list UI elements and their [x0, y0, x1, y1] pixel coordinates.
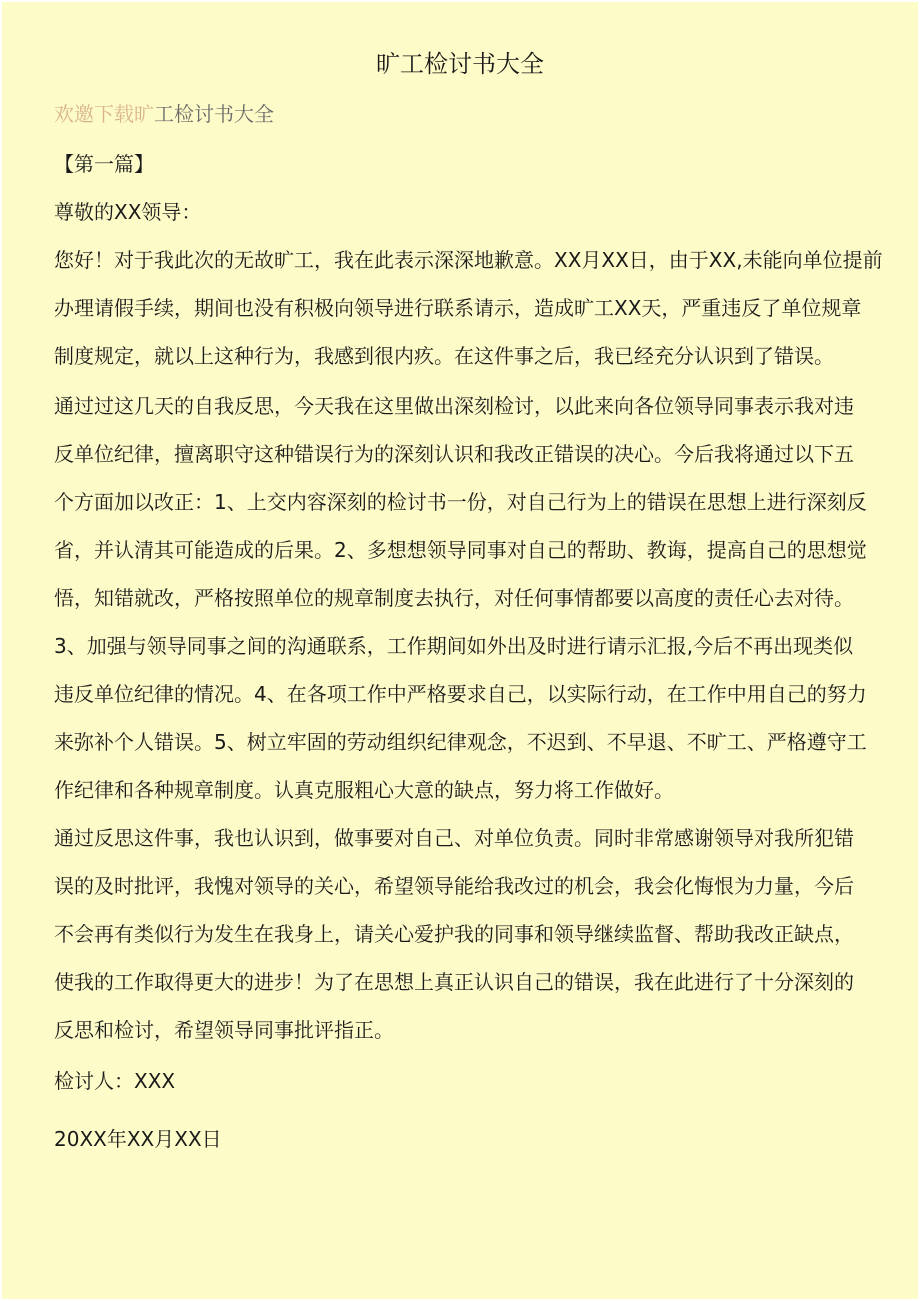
paragraph-line: 3、加强与领导同事之间的沟通联系，工作期间如外出及时进行请示汇报,今后不再出现类似 [54, 634, 854, 658]
paragraph-line: 悟，知错就改，严格按照单位的规章制度去执行，对任何事情都要以高度的责任心去对待。 [54, 586, 854, 610]
paragraph-line: 通过过这几天的自我反思，今天我在这里做出深刻检讨，以此来向各位领导同事表示我对违 [54, 394, 854, 418]
paragraph-2 [54, 382, 874, 814]
paragraph-line: 个方面加以改正：1、上交内容深刻的检讨书一份，对自己行为上的错误在思想上进行深刻反 [54, 490, 867, 514]
paragraph-line: 反单位纪律，擅离职守这种错误行为的深刻认识和我改正错误的决心。今后我将通过以下五 [54, 442, 854, 466]
paragraph-line: 反思和检讨，希望领导同事批评指正。 [54, 1018, 394, 1042]
document-page [2, 2, 918, 1299]
paragraph-line: 违反单位纪律的情况。4、在各项工作中严格要求自己，以实际行动，在工作中用自己的努力 [54, 682, 867, 706]
document-subtitle [54, 98, 274, 130]
paragraph-line: 办理请假手续，期间也没有积极向领导进行联系请示，造成旷工XX天，严重违反了单位规章 [54, 296, 862, 320]
subtitle-part2: 工检讨书大全 [154, 102, 274, 126]
section-heading: 【第一篇】 [54, 152, 154, 176]
paragraph-line: 省，并认清其可能造成的后果。2、多想想领导同事对自己的帮助、教诲，提高自己的思想觉 [54, 538, 867, 562]
salutation: 尊敬的XX领导： [54, 200, 202, 224]
paragraph-line: 使我的工作取得更大的进步！为了在思想上真正认识自己的错误，我在此进行了十分深刻的 [54, 970, 854, 994]
paragraph-line: 不会再有类似行为发生在我身上，请关心爱护我的同事和领导继续监督、帮助我改正缺点， [54, 922, 854, 946]
paragraph-line: 来弥补个人错误。5、树立牢固的劳动组织纪律观念，不迟到、不早退、不旷工、严格遵守工 [54, 730, 867, 754]
signature: 检讨人：XXX [54, 1069, 176, 1093]
paragraph-line: 误的及时批评，我愧对领导的关心，希望领导能给我改过的机会，我会化悔恨为力量，今后 [54, 874, 854, 898]
paragraph-line: 您好！对于我此次的无故旷工，我在此表示深深地歉意。XX月XX日，由于XX,未能向单位提前 [54, 248, 883, 272]
paragraph-1 [54, 236, 883, 380]
subtitle-part1: 欢邀下载旷 [54, 102, 154, 126]
paragraph-3 [54, 814, 874, 1054]
document-title: 旷工检讨书大全 [376, 50, 544, 78]
paragraph-line: 制度规定，就以上这种行为，我感到很内疚。在这件事之后，我已经充分认识到了错误。 [54, 344, 834, 368]
paragraph-line: 通过反思这件事，我也认识到，做事要对自己、对单位负责。同时非常感谢领导对我所犯错 [54, 826, 854, 850]
paragraph-line: 作纪律和各种规章制度。认真克服粗心大意的缺点，努力将工作做好。 [54, 778, 674, 802]
document-date: 20XX年XX月XX日 [54, 1127, 222, 1151]
